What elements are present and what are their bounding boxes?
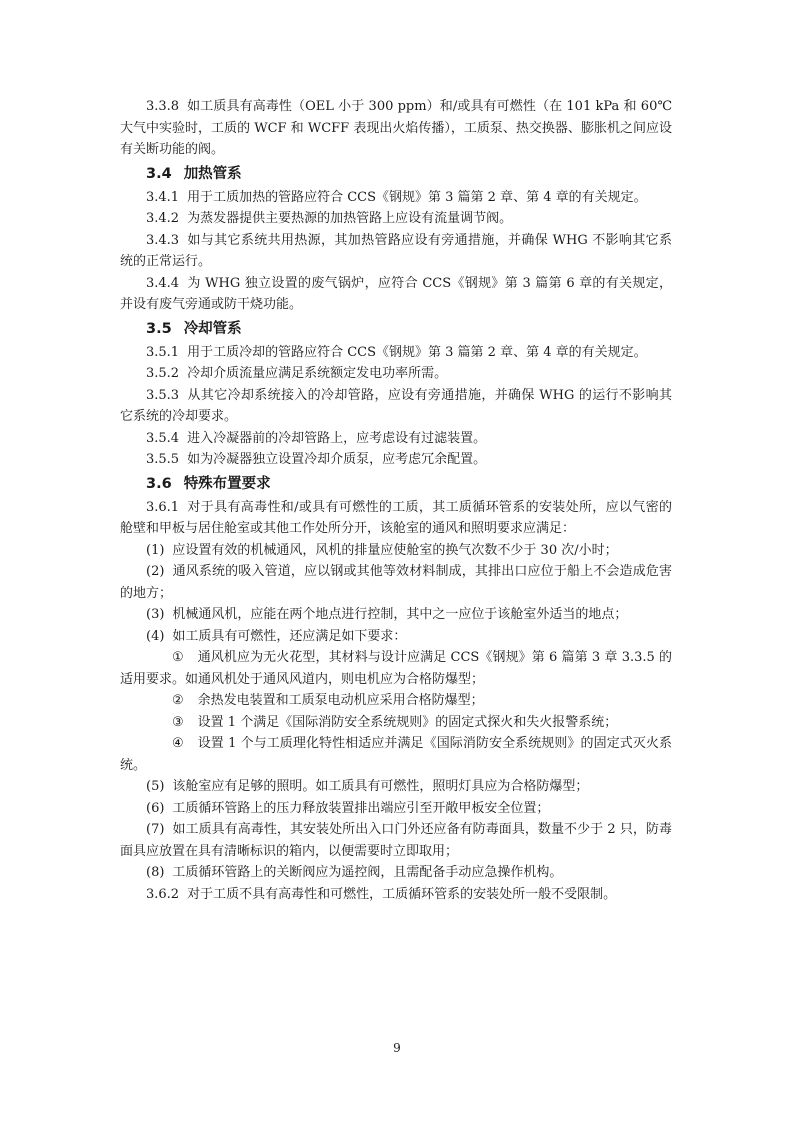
clause-text: 该舱室应有足够的照明。如工质具有可燃性，照明灯具应为合格防爆型；	[172, 779, 589, 794]
clause-number: ③	[172, 714, 184, 730]
clause-number: (4)	[146, 628, 165, 644]
clause-number: (3)	[146, 607, 165, 622]
clause-paragraph	[120, 385, 672, 428]
clause-number: (6)	[146, 800, 165, 816]
clause-number: 3.5.2	[146, 366, 180, 381]
clause-text: 设置 1 个与工质理化特性相适应并满足《国际消防安全系统规则》的固定式灭火系统。	[120, 736, 672, 773]
clause-number: 3.4.3	[146, 232, 180, 248]
clause-text: 工质循环管路上的压力释放装置排出端应引至开敞甲板安全位置；	[172, 800, 550, 816]
clause-number: ②	[172, 693, 184, 708]
list-item	[120, 626, 672, 648]
clause-number: (5)	[146, 779, 165, 794]
clause-text: 冷却介质流量应满足系统额定发电功率所需。	[187, 366, 448, 381]
list-item	[120, 604, 672, 626]
clause-text: 工质循环管路上的关断阀应为遥控阀，且需配备手动应急操作机构。	[172, 865, 563, 880]
clause-paragraph	[120, 208, 672, 230]
page-number: 9	[393, 1041, 401, 1055]
clause-paragraph	[120, 428, 672, 450]
clause-number: 3.6.2	[146, 886, 180, 902]
section-heading	[146, 473, 672, 495]
clause-paragraph	[120, 342, 672, 364]
clause-text: 如工质具有高毒性，其安装处所出入口门外还应备有防毒面具，数量不少于 2 只，防毒面具应放置在具有清晰标识的箱内，以便需要时立即取用；	[120, 822, 672, 859]
clause-number: ①	[172, 650, 184, 665]
sub-list-item	[120, 647, 672, 690]
section-number: 3.6	[146, 475, 172, 492]
clause-text: 对于具有高毒性和/或具有可燃性的工质，其工质循环管系的安装处所，应以气密的舱壁和甲板与居住舱室或其他工作处所分开，该舱室的通风和照明要求应满足：	[120, 499, 672, 536]
clause-text: 从其它冷却系统接入的冷却管路，应设有旁通措施，并确保 WHG 的运行不影响其它系统的冷却要求。	[120, 387, 672, 424]
clause-paragraph	[120, 884, 672, 906]
clause-text: 如与其它系统共用热源，其加热管路应设有旁通措施，并确保 WHG 不影响其它系统的正常运行。	[120, 232, 672, 269]
clause-number: (8)	[146, 865, 165, 880]
clause-text: 为 WHG 独立设置的废气锅炉，应符合 CCS《钢规》第 3 篇第 6 章的有关规定，并设有废气旁通或防干烧功能。	[120, 275, 672, 312]
document-body	[120, 96, 672, 905]
list-item	[120, 798, 672, 820]
list-item	[120, 561, 672, 604]
clause-number: 3.5.1	[146, 344, 180, 360]
clause-number: (1)	[146, 542, 165, 558]
clause-paragraph	[120, 230, 672, 273]
section-title: 加热管系	[183, 165, 242, 182]
sub-list-item	[120, 712, 672, 734]
section-heading	[146, 318, 672, 340]
clause-number: (2)	[146, 564, 165, 579]
section-heading	[146, 163, 672, 185]
clause-text: 通风机应为无火花型，其材料与设计应满足 CCS《钢规》第 6 篇第 3 章 3.3.5 的适用要求。如通风机处于通风风道内，则电机应为合格防爆型；	[120, 650, 672, 687]
clause-text: 设置 1 个满足《国际消防安全系统规则》的固定式探火和失火报警系统；	[197, 714, 618, 730]
list-item	[120, 862, 672, 884]
clause-paragraph	[120, 187, 672, 209]
clause-text: 对于工质不具有高毒性和可燃性，工质循环管系的安装处所一般不受限制。	[187, 886, 617, 902]
sub-list-item	[120, 690, 672, 712]
clause-paragraph	[120, 497, 672, 540]
clause-paragraph	[120, 96, 672, 161]
list-item	[120, 819, 672, 862]
clause-number: 3.4.4	[146, 275, 180, 291]
clause-text: 如为冷凝器独立设置冷却介质泵，应考虑冗余配置。	[187, 452, 487, 467]
clause-number: 3.3.8	[146, 99, 180, 114]
clause-number: 3.4.1	[146, 189, 180, 205]
section-title: 冷却管系	[183, 320, 242, 337]
clause-number: 3.6.1	[146, 499, 180, 515]
clause-text: 用于工质冷却的管路应符合 CCS《钢规》第 3 篇第 2 章、第 4 章的有关规定。	[187, 344, 647, 360]
sub-list-item	[120, 733, 672, 776]
clause-paragraph	[120, 449, 672, 471]
clause-number: 3.5.3	[146, 387, 180, 403]
list-item	[120, 540, 672, 562]
clause-text: 如工质具有高毒性（OEL 小于 300 ppm）和/或具有可燃性（在 101 kPa 和 60℃大气中实验时，工质的 WCF 和 WCFF 表现出火焰传播），工质泵、热交换器、膨胀机之间应设有关断功能的阀。	[120, 99, 672, 157]
clause-text: 余热发电装置和工质泵电动机应采用合格防爆型；	[197, 693, 484, 708]
clause-text: 机械通风机，应能在两个地点进行控制，其中之一应位于该舱室外适当的地点；	[172, 607, 628, 622]
section-number: 3.4	[146, 165, 172, 182]
clause-paragraph	[120, 273, 672, 316]
clause-text: 进入冷凝器前的冷却管路上，应考虑设有过滤装置。	[187, 430, 487, 446]
clause-text: 通风系统的吸入管道，应以钢或其他等效材料制成，其排出口应位于船上不会造成危害的地方；	[120, 564, 672, 601]
section-title: 特殊布置要求	[183, 475, 271, 492]
clause-text: 应设置有效的机械通风，风机的排量应使舱室的换气次数不少于 30 次/小时；	[172, 542, 618, 558]
clause-number: 3.4.2	[146, 211, 180, 226]
clause-paragraph	[120, 363, 672, 385]
list-item	[120, 776, 672, 798]
clause-number: ④	[172, 736, 184, 751]
clause-number: 3.5.4	[146, 430, 180, 446]
clause-number: 3.5.5	[146, 452, 180, 467]
section-number: 3.5	[146, 320, 172, 337]
clause-text: 如工质具有可燃性，还应满足如下要求：	[172, 628, 407, 644]
clause-number: (7)	[146, 822, 165, 837]
clause-text: 为蒸发器提供主要热源的加热管路上应设有流量调节阀。	[187, 211, 513, 226]
clause-text: 用于工质加热的管路应符合 CCS《钢规》第 3 篇第 2 章、第 4 章的有关规定。	[187, 189, 647, 205]
